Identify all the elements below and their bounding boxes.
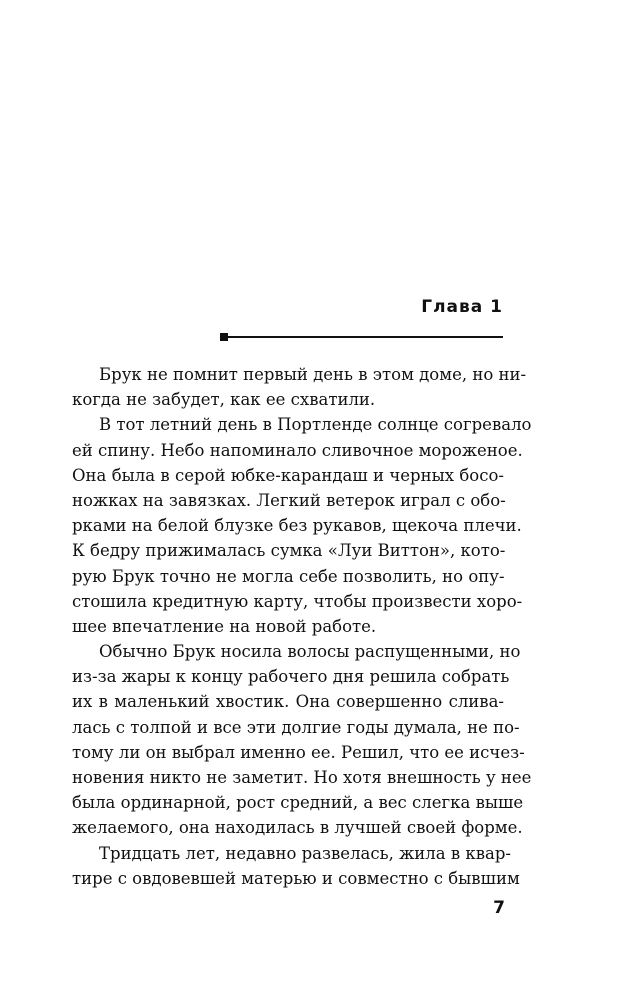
body-text	[72, 362, 532, 891]
text-line: шее впечатление на новой работе.	[72, 616, 377, 636]
text-line: была ординарной, рост средний, а вес слегка выше	[72, 793, 524, 813]
text-line: тому ли он выбрал именно ее. Решил, что ее исчез-	[72, 742, 525, 762]
text-line: Брук не помнит первый день в этом доме, но ни-	[99, 365, 527, 384]
text-line: лась с толпой и все эти долгие годы думала, не по-	[72, 717, 520, 737]
text-line: тире с овдовевшей матерью и совместно с бывшим	[72, 868, 520, 888]
text-line: их в маленький хвостик. Она совершенно слива-	[72, 692, 504, 712]
text-line: ножках на завязках. Легкий ветерок играл с обо-	[72, 490, 506, 510]
divider-square	[220, 333, 228, 341]
text-line: стошила кредитную карту, чтобы произвести хоро-	[72, 591, 523, 611]
chapter-title: Глава 1	[421, 297, 503, 317]
text-line: Обычно Брук носила волосы распущенными, но	[99, 642, 521, 662]
page-number: 7	[493, 898, 505, 918]
text-line: Она была в серой юбке-карандаш и черных босо-	[72, 465, 504, 485]
text-line: К бедру прижималась сумка «Луи Виттон», кото-	[72, 541, 506, 561]
text-line: новения никто не заметит. Но хотя внешность у нее	[72, 768, 532, 787]
text-line: ей спину. Небо напоминало сливочное мороженое.	[72, 440, 523, 460]
text-line: В тот летний день в Портленде солнце согревало	[99, 415, 532, 435]
text-line: когда не забудет, как ее схватили.	[72, 390, 376, 410]
text-line: рую Брук точно не могла себе позволить, но опу-	[72, 566, 505, 586]
text-line: из-за жары к концу рабочего дня решила собрать	[72, 667, 510, 687]
chapter-divider	[226, 336, 503, 338]
text-line: желаемого, она находилась в лучшей своей форме.	[72, 818, 523, 838]
text-line: рками на белой блузке без рукавов, щекоча плечи.	[72, 516, 522, 536]
text-line: Тридцать лет, недавно развелась, жила в квар-	[99, 843, 511, 863]
